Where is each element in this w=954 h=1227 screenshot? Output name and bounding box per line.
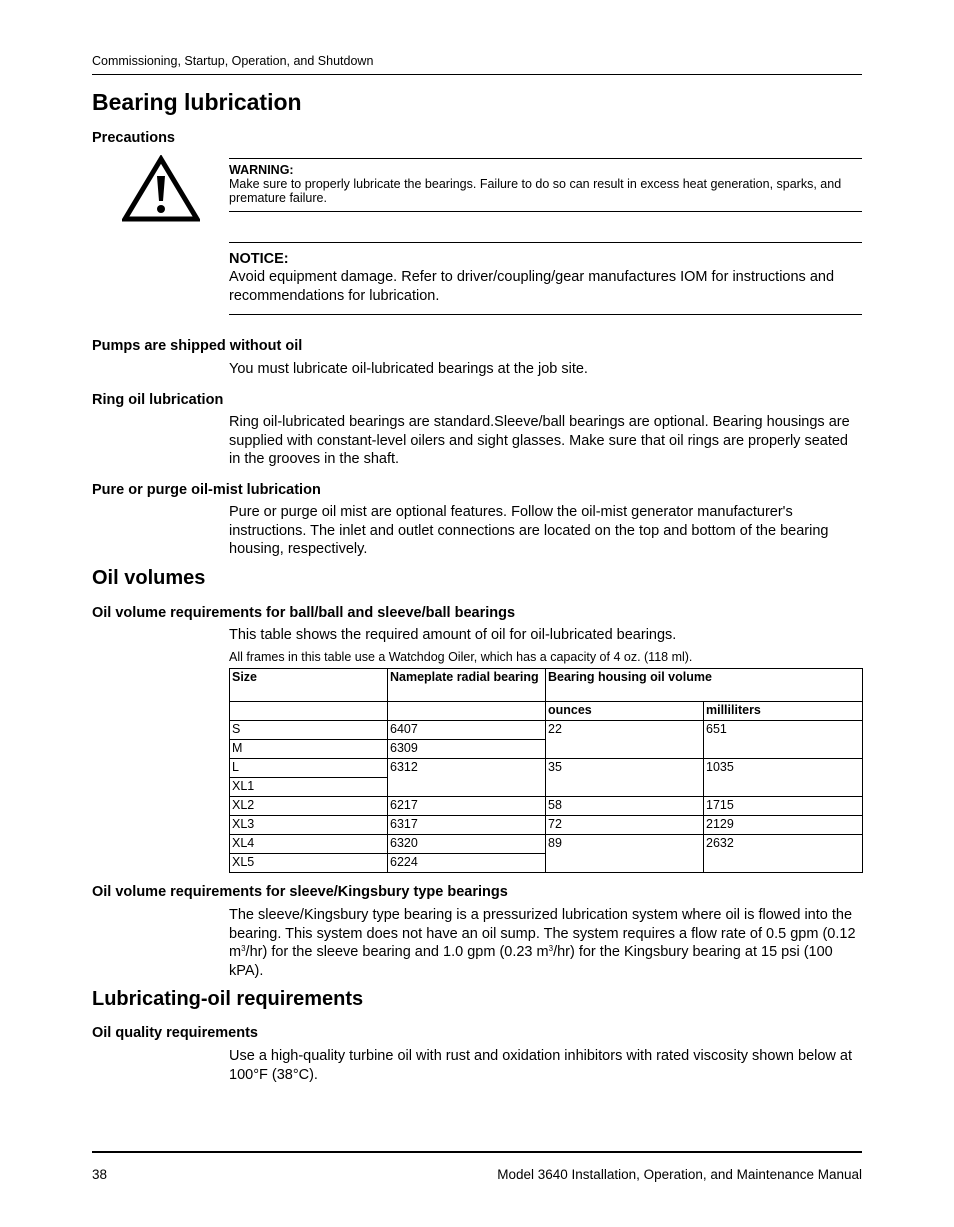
col-bearing-header: Nameplate radial bearing [388, 669, 546, 702]
warning-text: Make sure to properly lubricate the bearings. Failure to do so can result in excess heat generation, sparks, and premature failure. [229, 177, 842, 205]
page-number: 38 [92, 1167, 108, 1182]
shipped-text: You must lubricate oil-lubricated bearings at the job site. [229, 361, 588, 377]
ball-bearings-heading: Oil volume requirements for ball/ball and sleeve/ball bearings [92, 605, 516, 621]
footer-rule [92, 1151, 862, 1153]
table-subheader-row [230, 702, 863, 721]
header-rule [92, 74, 862, 75]
bearing-cell: 6217 [388, 797, 546, 816]
size-cell: S [230, 721, 388, 740]
notice-text: Avoid equipment damage. Refer to driver/coupling/gear manufactures IOM for instructions and recommendations for lubrication. [229, 269, 835, 304]
sleeve-text-sup1: 3 [241, 944, 246, 953]
table-header-row [230, 669, 863, 702]
col-ounces-header: ounces [546, 702, 704, 721]
warning-block [229, 164, 862, 205]
ounces-cell: 58 [546, 797, 704, 816]
table-row [230, 835, 863, 854]
ml-cell: 2129 [704, 816, 863, 835]
mist-text: Pure or purge oil mist are optional features. Follow the oil-mist generator manufacturer's instructions. The inlet and outlet connections are located on the top and bottom of the bearing housing, respectively. [229, 504, 829, 557]
empty-cell [230, 702, 388, 721]
warning-triangle-icon [122, 155, 200, 223]
warning-label: WARNING: [229, 163, 294, 177]
notice-top-rule [229, 242, 862, 243]
bearing-cell: 6320 [388, 835, 546, 854]
table-row [230, 721, 863, 740]
oil-volume-table [229, 668, 863, 873]
size-cell: XL3 [230, 816, 388, 835]
sleeve-bearings-heading: Oil volume requirements for sleeve/Kingsbury type bearings [92, 884, 508, 900]
size-cell: M [230, 740, 388, 759]
bearing-cell: 6317 [388, 816, 546, 835]
page-title: Bearing lubrication [92, 89, 302, 115]
ounces-cell: 89 [546, 835, 704, 873]
size-cell: XL5 [230, 854, 388, 873]
ounces-cell: 22 [546, 721, 704, 759]
warning-top-rule [229, 158, 862, 159]
sleeve-text-part2: /hr) for the sleeve bearing and 1.0 gpm (0.23 m [245, 944, 549, 960]
table-row [230, 816, 863, 835]
oil-quality-text: Use a high-quality turbine oil with rust and oxidation inhibitors with rated viscosity shown below at 100°F (38°C). [229, 1048, 853, 1083]
ml-cell: 1715 [704, 797, 863, 816]
ounces-cell: 35 [546, 759, 704, 797]
shipped-heading: Pumps are shipped without oil [92, 338, 303, 354]
table-row [230, 797, 863, 816]
table-row [230, 759, 863, 778]
oil-volumes-title: Oil volumes [92, 567, 206, 589]
sleeve-text [229, 906, 862, 980]
bearing-cell: 6224 [388, 854, 546, 873]
ml-cell: 1035 [704, 759, 863, 797]
empty-cell [388, 702, 546, 721]
ounces-cell: 72 [546, 816, 704, 835]
notice-bottom-rule [229, 314, 862, 315]
precautions-heading: Precautions [92, 130, 175, 146]
sleeve-text-part1: The sleeve/Kingsbury type bearing is a pressurized lubrication system where oil is flowed into the bearing. This system does not have an oil sump. The system requires a flow rate of 0.5 gpm (0.12 m [229, 907, 856, 960]
ring-text: Ring oil-lubricated bearings are standard.Sleeve/ball bearings are optional. Bearing housings are supplied with constant-level oilers and sight glasses. Make sure that oil rings are properly seated in the grooves in the shaft. [229, 414, 850, 467]
col-ml-header: milliliters [704, 702, 863, 721]
sleeve-text-part3: /hr) for the Kingsbury bearing at 15 psi (100 kPA). [229, 944, 833, 979]
col-size-header: Size [230, 669, 388, 702]
size-cell: L [230, 759, 388, 778]
warning-bottom-rule [229, 211, 862, 212]
table-note: All frames in this table use a Watchdog Oiler, which has a capacity of 4 oz. (118 ml). [229, 650, 693, 664]
col-volume-header: Bearing housing oil volume [546, 669, 863, 702]
size-cell: XL4 [230, 835, 388, 854]
ml-cell: 2632 [704, 835, 863, 873]
manual-title: Model 3640 Installation, Operation, and Maintenance Manual [497, 1167, 862, 1182]
ring-heading: Ring oil lubrication [92, 392, 224, 408]
notice-block [229, 250, 862, 305]
running-header: Commissioning, Startup, Operation, and Shutdown [92, 54, 374, 68]
bearing-cell: 6407 [388, 721, 546, 740]
bearing-cell: 6309 [388, 740, 546, 759]
size-cell: XL1 [230, 778, 388, 797]
oil-quality-heading: Oil quality requirements [92, 1025, 258, 1041]
ml-cell: 651 [704, 721, 863, 759]
lube-req-title: Lubricating-oil requirements [92, 988, 364, 1010]
sleeve-text-sup2: 3 [548, 944, 554, 953]
table-intro: This table shows the required amount of oil for oil-lubricated bearings. [229, 627, 677, 643]
size-cell: XL2 [230, 797, 388, 816]
notice-label: NOTICE: [229, 251, 289, 267]
mist-heading: Pure or purge oil-mist lubrication [92, 482, 321, 498]
bearing-cell: 6312 [388, 759, 546, 797]
